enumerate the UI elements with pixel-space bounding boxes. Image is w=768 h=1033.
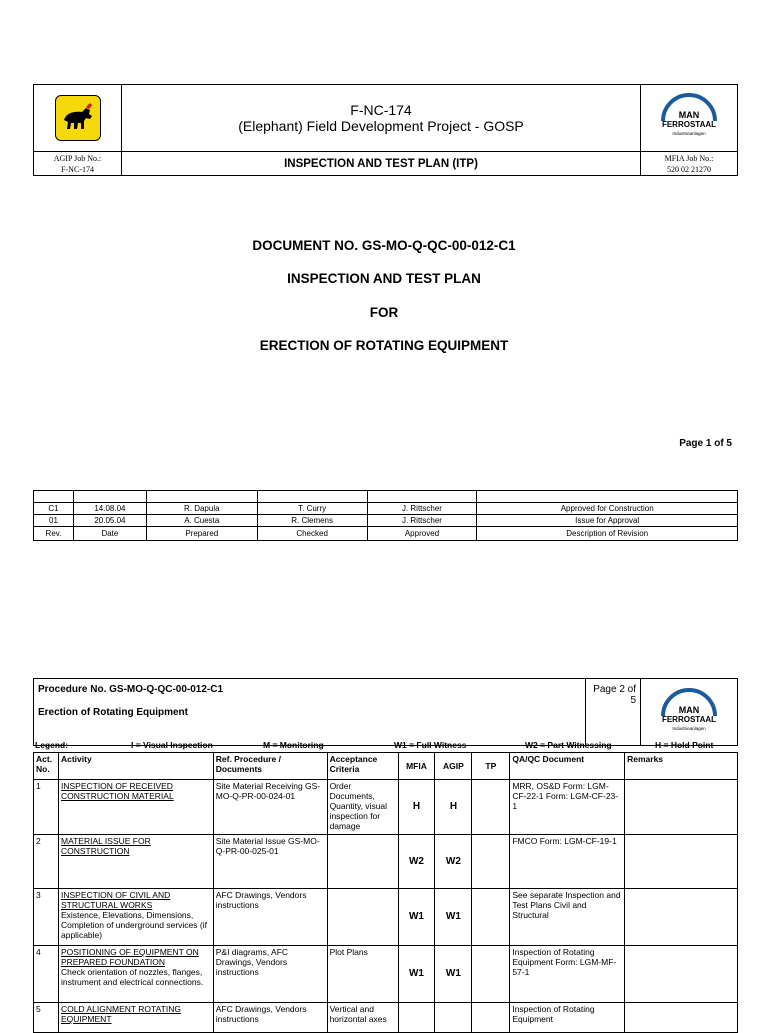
description-cell: Issue for Approval xyxy=(477,515,738,527)
document-for: FOR xyxy=(369,305,399,320)
approved-header: Approved xyxy=(367,527,477,541)
legend-w1: W1 = Full Witness xyxy=(394,740,467,750)
activity-title: INSPECTION OF CIVIL AND STRUCTURAL WORKS xyxy=(60,890,171,910)
revision-row xyxy=(34,515,738,527)
procedure-number: Procedure No. GS-MO-Q-QC-00-012-C1 xyxy=(38,684,224,695)
col-agip: AGIP xyxy=(435,753,472,780)
document-header xyxy=(33,84,738,176)
prepared-cell: A. Cuesta xyxy=(146,515,257,527)
legend-w2: W2 = Part Witnessing xyxy=(525,740,612,750)
rev-cell: C1 xyxy=(34,503,74,515)
itp-title: INSPECTION AND TEST PLAN (ITP) xyxy=(122,152,641,176)
act-no: 4 xyxy=(34,946,59,1003)
activity-cell xyxy=(58,835,213,889)
agip-mark: W2 xyxy=(435,835,472,889)
act-no: 1 xyxy=(34,780,59,835)
activity-title: POSITIONING OF EQUIPMENT ON PREPARED FOUNDATION xyxy=(60,947,199,967)
man-logo-line1: MAN xyxy=(678,704,700,715)
document-subject: ERECTION OF ROTATING EQUIPMENT xyxy=(259,338,509,353)
agip-mark: H xyxy=(435,780,472,835)
date-cell: 14.08.04 xyxy=(73,503,146,515)
agip-logo-cell xyxy=(34,85,122,152)
col-activity: Activity xyxy=(58,753,213,780)
eni-logo xyxy=(55,95,101,141)
qa-cell: Inspection of Rotating Equipment Form: LGM-MF-57-1 xyxy=(510,946,625,1003)
mfia-job-label: MFIA Job No.: xyxy=(664,153,714,163)
col-criteria: Acceptance Criteria xyxy=(327,753,398,780)
approved-cell: J. Rittscher xyxy=(367,503,477,515)
mfia-job-value: 520 02 21270 xyxy=(667,164,711,174)
act-no: 2 xyxy=(34,835,59,889)
man-logo-cell xyxy=(641,85,738,152)
revision-row xyxy=(34,503,738,515)
activity-desc: Check orientation of nozzles, flanges, instrument and electrical connections. xyxy=(60,967,204,987)
activity-cell xyxy=(58,889,213,946)
ref-cell: P&I diagrams, AFC Drawings, Vendors instructions xyxy=(213,946,327,1003)
itp-header-row xyxy=(34,753,738,780)
procedure-cell xyxy=(34,679,586,746)
agip-mark xyxy=(435,1003,472,1033)
man-ferrostaal-logo xyxy=(657,686,721,736)
agip-job-label: AGIP Job No.: xyxy=(53,153,102,163)
project-title: (Elephant) Field Development Project - GOSP xyxy=(238,118,524,134)
description-cell: Approved for Construction xyxy=(477,503,738,515)
document-number: DOCUMENT NO. GS-MO-Q-QC-00-012-C1 xyxy=(252,238,516,253)
man-ferrostaal-logo xyxy=(657,91,721,141)
table-row xyxy=(34,780,738,835)
activity-cell xyxy=(58,1003,213,1033)
revision-header-row xyxy=(34,527,738,541)
table-row xyxy=(34,835,738,889)
man-logo-line1: MAN xyxy=(678,109,700,120)
revision-blank-row xyxy=(34,491,738,503)
tp-mark xyxy=(472,889,510,946)
activity-title: COLD ALIGNMENT ROTATING EQUIPMENT xyxy=(60,1004,181,1024)
legend-label: Legend: xyxy=(35,740,69,750)
remarks-cell xyxy=(625,780,738,835)
page-number: Page 1 of 5 xyxy=(679,438,732,449)
agip-job-cell xyxy=(34,152,122,176)
procedure-subject: Erection of Rotating Equipment xyxy=(38,707,188,718)
qa-cell: Inspection of Rotating Equipment xyxy=(510,1003,625,1033)
mfia-mark: W1 xyxy=(398,946,435,1003)
table-row xyxy=(34,946,738,1003)
criteria-cell: Vertical and horizontal axes xyxy=(327,1003,398,1033)
ref-cell: AFC Drawings, Vendors instructions xyxy=(213,889,327,946)
criteria-cell xyxy=(327,835,398,889)
rev-header: Rev. xyxy=(34,527,74,541)
legend-m: M = Monitoring xyxy=(263,740,324,750)
man-logo-line3: Industrieanlagen xyxy=(672,725,706,731)
col-remarks: Remarks xyxy=(625,753,738,780)
checked-cell: R. Clemens xyxy=(257,515,367,527)
checked-cell: T. Curry xyxy=(257,503,367,515)
ref-cell: AFC Drawings, Vendors instructions xyxy=(213,1003,327,1033)
mfia-mark: W2 xyxy=(398,835,435,889)
description-header: Description of Revision xyxy=(477,527,738,541)
activity-cell xyxy=(58,780,213,835)
col-tp: TP xyxy=(472,753,510,780)
remarks-cell xyxy=(625,835,738,889)
remarks-cell xyxy=(625,1003,738,1033)
agip-mark: W1 xyxy=(435,889,472,946)
legend-h: H = Hold Point xyxy=(655,740,714,750)
mfia-mark: W1 xyxy=(398,889,435,946)
page2-number: Page 2 of 5 xyxy=(586,679,641,746)
activity-title: INSPECTION OF RECEIVED CONSTRUCTION MATERIAL xyxy=(60,781,174,801)
legend-i: I = Visual Inspection xyxy=(131,740,213,750)
qa-cell: See separate Inspection and Test Plans Civil and Structural xyxy=(510,889,625,946)
tp-mark xyxy=(472,835,510,889)
activity-title: MATERIAL ISSUE FOR CONSTRUCTION xyxy=(60,836,151,856)
project-code: F-NC-174 xyxy=(350,102,412,118)
mfia-mark xyxy=(398,1003,435,1033)
six-legged-dog-icon xyxy=(56,96,100,140)
ref-cell: Site Material Receiving GS-MO-Q-PR-00-024-01 xyxy=(213,780,327,835)
criteria-cell xyxy=(327,889,398,946)
date-header: Date xyxy=(73,527,146,541)
document-title: INSPECTION AND TEST PLAN xyxy=(287,271,481,286)
activity-desc: Existence, Elevations, Dimensions, Completion of underground services (if applicable) xyxy=(60,910,207,940)
criteria-cell: Plot Plans xyxy=(327,946,398,1003)
mfia-job-cell xyxy=(641,152,738,176)
checked-header: Checked xyxy=(257,527,367,541)
tp-mark xyxy=(472,946,510,1003)
revision-table xyxy=(33,490,738,541)
col-ref: Ref. Procedure / Documents xyxy=(213,753,327,780)
project-title-cell xyxy=(122,85,641,152)
table-row xyxy=(34,1003,738,1033)
qa-cell: MRR, OS&D Form: LGM-CF-22-1 Form: LGM-CF-23-1 xyxy=(510,780,625,835)
man-logo-cell-2 xyxy=(641,679,738,746)
man-logo-line2: FERROSTAAL xyxy=(661,714,717,724)
col-act-no: Act. No. xyxy=(34,753,59,780)
legend xyxy=(33,740,738,751)
prepared-header: Prepared xyxy=(146,527,257,541)
qa-cell: FMCO Form: LGM-CF-19-1 xyxy=(510,835,625,889)
mfia-mark: H xyxy=(398,780,435,835)
act-no: 5 xyxy=(34,1003,59,1033)
page2-header xyxy=(33,678,738,746)
tp-mark xyxy=(472,780,510,835)
col-qa: QA/QC Document xyxy=(510,753,625,780)
itp-table xyxy=(33,752,738,1033)
agip-job-value: F-NC-174 xyxy=(61,164,94,174)
approved-cell: J. Rittscher xyxy=(367,515,477,527)
col-mfia: MFIA xyxy=(398,753,435,780)
table-row xyxy=(34,889,738,946)
act-no: 3 xyxy=(34,889,59,946)
date-cell: 20.05.04 xyxy=(73,515,146,527)
criteria-cell: Order Documents, Quantity, visual inspection for damage xyxy=(327,780,398,835)
man-logo-line2: FERROSTAAL xyxy=(661,119,717,129)
remarks-cell xyxy=(625,889,738,946)
ref-cell: Site Material Issue GS-MO-Q-PR-00-025-01 xyxy=(213,835,327,889)
activity-cell xyxy=(58,946,213,1003)
agip-mark: W1 xyxy=(435,946,472,1003)
prepared-cell: R. Dapula xyxy=(146,503,257,515)
rev-cell: 01 xyxy=(34,515,74,527)
man-logo-line3: Industrieanlagen xyxy=(672,130,706,136)
tp-mark xyxy=(472,1003,510,1033)
remarks-cell xyxy=(625,946,738,1003)
